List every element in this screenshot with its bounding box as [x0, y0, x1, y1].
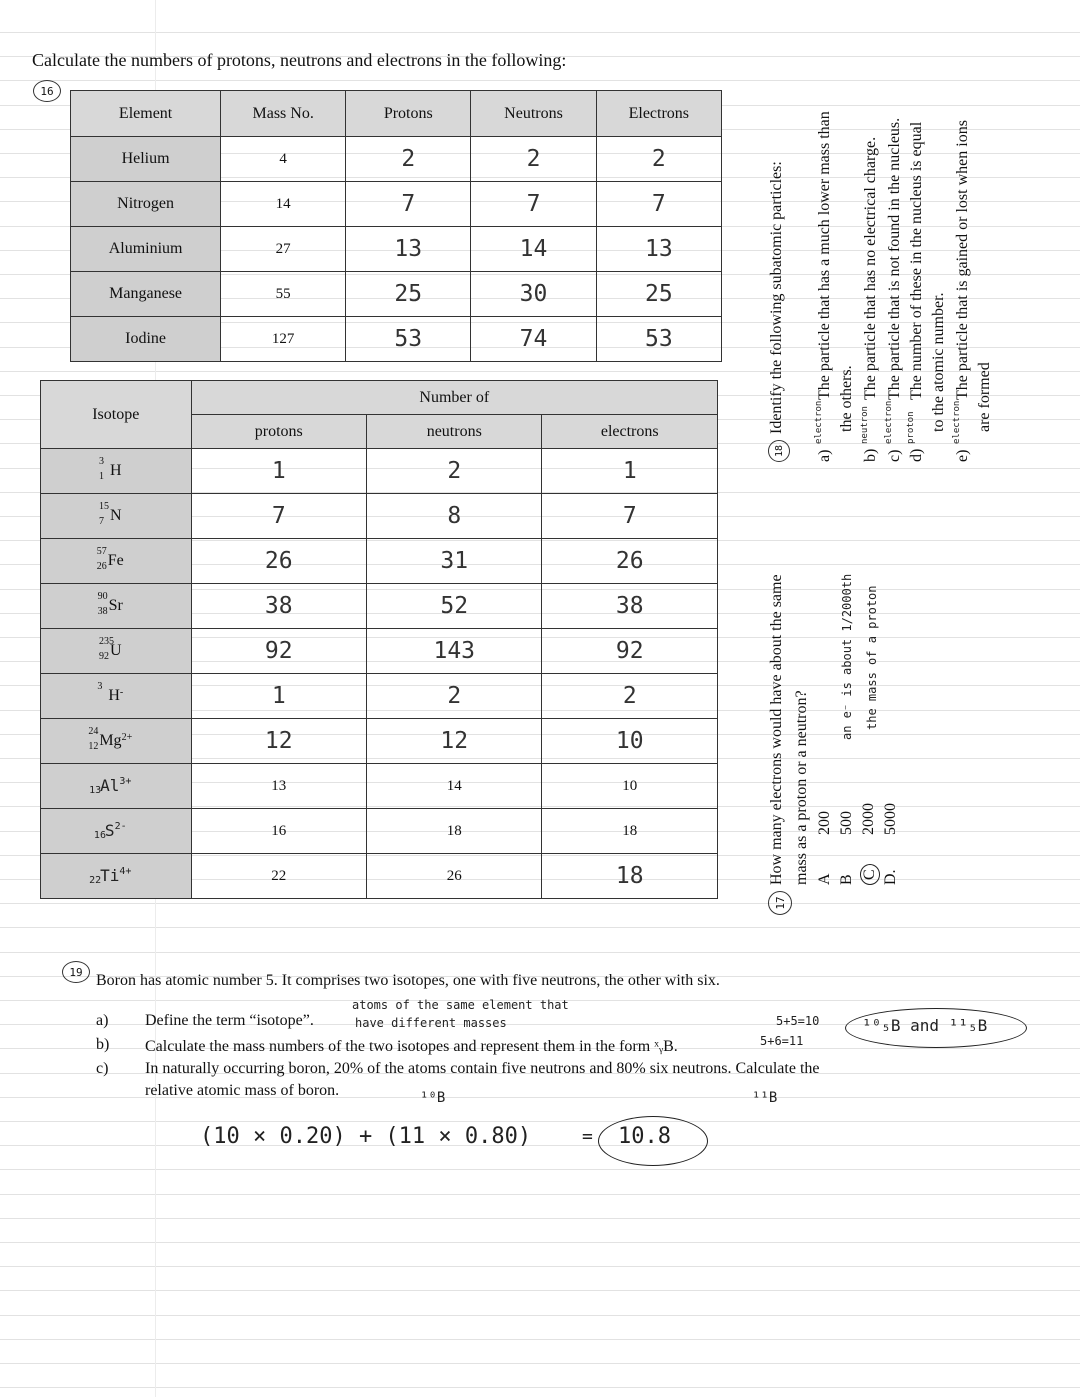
element-symbol: Al [100, 776, 120, 795]
ion-charge: - [119, 687, 124, 698]
q19c-working: (10 × 0.20) + (11 × 0.80) [200, 1124, 532, 1149]
neutrons-answer: 18 [367, 809, 542, 854]
header-protons: protons [191, 415, 366, 449]
element-symbol: N [109, 507, 122, 524]
isotope-row [41, 719, 718, 764]
element-name: Manganese [71, 272, 221, 317]
atomic-number: 92 [98, 651, 109, 662]
isotope-symbol [41, 674, 192, 719]
element-name: Aluminium [71, 227, 221, 272]
protons-answer: 38 [191, 584, 366, 629]
atomic-number: 22 [89, 875, 102, 886]
mass-number: 14 [221, 182, 346, 227]
isotope-symbol [41, 494, 192, 539]
mass-number: 24 [88, 726, 99, 737]
isotope-notation [89, 866, 132, 886]
electrons-answer: 92 [542, 629, 718, 674]
element-name: Helium [71, 137, 221, 182]
electrons-answer: 25 [596, 272, 721, 317]
electrons-answer: 2 [542, 674, 718, 719]
question-number-16: 16 [33, 80, 61, 102]
neutrons-answer: 14 [471, 227, 596, 272]
protons-answer: 16 [191, 809, 366, 854]
protons-answer: 1 [191, 674, 366, 719]
neutrons-answer: 2 [367, 449, 542, 494]
element-table [70, 90, 722, 362]
q19c-equals: = [582, 1126, 593, 1147]
q19a-text: Define the term “isotope”. [145, 1012, 314, 1029]
q19c-text2: relative atomic mass of boron. [145, 1082, 340, 1099]
q19b-work-line2: 5+6=11 [760, 1034, 804, 1048]
protons-answer: 1 [191, 449, 366, 494]
isotope-table [40, 380, 718, 899]
isotope-symbol [41, 809, 192, 854]
worksheet-title: Calculate the numbers of protons, neutrons and electrons in the following: [32, 50, 567, 70]
isotope-symbol [41, 764, 192, 809]
q17-option-value: 200 [816, 811, 833, 835]
q17-option-value: 500 [838, 811, 855, 835]
isotope-notation [98, 501, 122, 527]
neutrons-answer: 7 [471, 182, 596, 227]
element-symbol: Mg [99, 732, 122, 749]
q19-intro: Boron has atomic number 5. It comprises two isotopes, one with five neutrons, the other with six. [96, 972, 720, 989]
q19a-answer-line1: atoms of the same element that [352, 998, 569, 1012]
q19b-work-line1: 5+5=10 [776, 1014, 820, 1028]
protons-answer: 53 [346, 317, 471, 362]
q19b-label: b) [96, 1036, 110, 1053]
q18-item-text: The particle that is not found in the nucleus. [886, 117, 903, 400]
header-number-of: Number of [191, 381, 717, 415]
neutrons-answer: 8 [367, 494, 542, 539]
q19a-label: a) [96, 1012, 109, 1029]
mass-number: 235 [98, 636, 114, 647]
q17-option-letter[interactable]: B [838, 874, 855, 885]
electrons-answer: 13 [596, 227, 721, 272]
q19c-text: In naturally occurring boron, 20% of the atoms contain five neutrons and 80% six neutrons. Calculate the [145, 1060, 820, 1077]
header-mass: Mass No. [221, 91, 346, 137]
isotope-row [41, 764, 718, 809]
mass-number: 4 [221, 137, 346, 182]
isotope-row [41, 854, 718, 899]
isotope-notation [98, 636, 122, 662]
electrons-answer: 7 [542, 494, 718, 539]
header-electrons: electrons [542, 415, 718, 449]
header-protons: Protons [346, 91, 471, 137]
neutrons-answer: 74 [471, 317, 596, 362]
q18-item-answer: proton [906, 411, 916, 444]
electrons-answer: 26 [542, 539, 718, 584]
q17-option-value: 5000 [882, 803, 899, 835]
q18-item-text-cont: to the atomic number. [930, 292, 947, 432]
question-number-19: 19 [62, 961, 90, 983]
isotope-symbol [41, 629, 192, 674]
q18-item-answer: neutron [860, 406, 870, 444]
protons-answer: 13 [346, 227, 471, 272]
element-name: Nitrogen [71, 182, 221, 227]
q18-item-text: The particle that is gained or lost when ions [954, 120, 971, 400]
atomic-number: 16 [93, 830, 106, 841]
header-neutrons: neutrons [367, 415, 542, 449]
element-symbol: H [109, 462, 122, 479]
protons-answer: 2 [346, 137, 471, 182]
atomic-number: 12 [88, 741, 99, 752]
isotope-notation [93, 821, 127, 841]
isotope-notation [96, 546, 124, 572]
q19c-answer: 10.8 [618, 1124, 671, 1149]
protons-answer: 26 [191, 539, 366, 584]
isotope-notation [97, 681, 124, 705]
isotope-symbol [41, 584, 192, 629]
isotope-symbol [41, 539, 192, 584]
protons-answer: 12 [191, 719, 366, 764]
protons-answer: 92 [191, 629, 366, 674]
isotope-symbol [41, 449, 192, 494]
electrons-answer: 18 [542, 854, 718, 899]
q18-item-answer: electron [814, 400, 824, 444]
isotope-symbol [41, 719, 192, 764]
header-neutrons: Neutrons [471, 91, 596, 137]
q17-option-letter[interactable]: D. [882, 869, 899, 885]
element-row [71, 317, 722, 362]
neutrons-answer: 143 [367, 629, 542, 674]
element-row [71, 137, 722, 182]
electrons-answer: 10 [542, 764, 718, 809]
isotope-row [41, 629, 718, 674]
neutrons-answer: 30 [471, 272, 596, 317]
q18-item-answer: electron [952, 400, 962, 444]
isotope-row [41, 809, 718, 854]
ion-charge: 2- [114, 821, 127, 832]
neutrons-answer: 52 [367, 584, 542, 629]
element-row [71, 272, 722, 317]
element-name: Iodine [71, 317, 221, 362]
neutrons-answer: 12 [367, 719, 542, 764]
q17-note-line2: the mass of a proton [865, 585, 879, 730]
header-isotope: Isotope [41, 381, 192, 449]
atomic-number: 26 [96, 561, 107, 572]
atomic-number: 7 [98, 516, 104, 527]
isotope-notation [97, 591, 123, 617]
q19c-note1: ¹⁰B [420, 1090, 446, 1106]
isotope-row [41, 539, 718, 584]
mass-number: 90 [97, 591, 108, 602]
q18-item-label: c) [886, 449, 903, 462]
mass-number: 127 [221, 317, 346, 362]
q19a-answer-line2: have different masses [355, 1016, 507, 1030]
q17-option-letter[interactable]: A [816, 873, 833, 885]
q19c-note2: ¹¹B [752, 1090, 778, 1106]
neutrons-answer: 31 [367, 539, 542, 584]
electrons-answer: 38 [542, 584, 718, 629]
q17-text-line1: How many electrons would have about the same [768, 574, 785, 885]
element-row [71, 227, 722, 272]
electrons-answer: 10 [542, 719, 718, 764]
isotope-row [41, 449, 718, 494]
q18-item-text-cont: the others. [838, 365, 855, 432]
mass-number: 15 [98, 501, 109, 512]
electrons-answer: 53 [596, 317, 721, 362]
element-row [71, 182, 722, 227]
mass-number: 57 [96, 546, 107, 557]
q18-item-text: The particle that has a much lower mass than [816, 111, 833, 400]
atomic-number: 38 [97, 606, 108, 617]
mass-number: 27 [221, 227, 346, 272]
q18-item-label: d) [908, 448, 925, 462]
q18-intro: Identify the following subatomic particles: [768, 161, 785, 434]
mass-number: 3 [97, 681, 103, 692]
ion-charge: 2+ [121, 732, 133, 743]
electrons-answer: 2 [596, 137, 721, 182]
protons-answer: 7 [346, 182, 471, 227]
q17-note-line1: an e⁻ is about 1/2000th [840, 573, 854, 740]
neutrons-answer: 14 [367, 764, 542, 809]
ion-charge: 4+ [119, 866, 132, 877]
element-symbol: S [104, 821, 115, 840]
element-symbol: Ti [100, 866, 120, 885]
atomic-number: 13 [89, 785, 102, 796]
isotope-symbol [41, 854, 192, 899]
electrons-answer: 1 [542, 449, 718, 494]
q18-item-text: The particle that has no electrical charge. [862, 136, 879, 400]
q18-item-answer: electron [884, 400, 894, 444]
question-number-18: 18 [768, 440, 790, 462]
isotope-row [41, 584, 718, 629]
q19c-label: c) [96, 1060, 109, 1077]
neutrons-answer: 2 [367, 674, 542, 719]
header-element: Element [71, 91, 221, 137]
q18-item-text: The number of these in the nucleus is equal [908, 121, 925, 400]
header-electrons: Electrons [596, 91, 721, 137]
element-symbol: Fe [107, 552, 124, 569]
q18-item-label: b) [862, 448, 879, 462]
q18-item-label: e) [954, 449, 971, 462]
neutrons-answer: 2 [471, 137, 596, 182]
q18-item-text-cont: are formed [976, 362, 993, 432]
atomic-number: 1 [98, 471, 104, 482]
q18-item-label: a) [816, 449, 833, 462]
isotope-notation [88, 726, 133, 752]
protons-answer: 25 [346, 272, 471, 317]
isotope-notation [89, 776, 132, 796]
protons-answer: 7 [191, 494, 366, 539]
q17-option-value: 2000 [860, 803, 877, 835]
element-symbol: Sr [108, 597, 123, 614]
q17-text-line2: mass as a proton or a neutron? [793, 690, 810, 885]
electrons-answer: 7 [596, 182, 721, 227]
element-symbol: U [109, 642, 122, 659]
neutrons-answer: 26 [367, 854, 542, 899]
mass-number: 3 [98, 456, 104, 467]
isotope-notation [98, 456, 122, 482]
isotope-row [41, 494, 718, 539]
q19b-text: Calculate the mass numbers of the two isotopes and represent them in the form ˣᵧB. [145, 1038, 678, 1055]
question-number-17: 17 [768, 891, 792, 915]
protons-answer: 22 [191, 854, 366, 899]
q17-option-letter[interactable]: C [860, 864, 880, 885]
isotope-row [41, 674, 718, 719]
element-symbol: H [108, 687, 120, 704]
protons-answer: 13 [191, 764, 366, 809]
ion-charge: 3+ [119, 776, 132, 787]
mass-number: 55 [221, 272, 346, 317]
electrons-answer: 18 [542, 809, 718, 854]
q19b-answer: ¹⁰₅B and ¹¹₅B [862, 1016, 988, 1035]
